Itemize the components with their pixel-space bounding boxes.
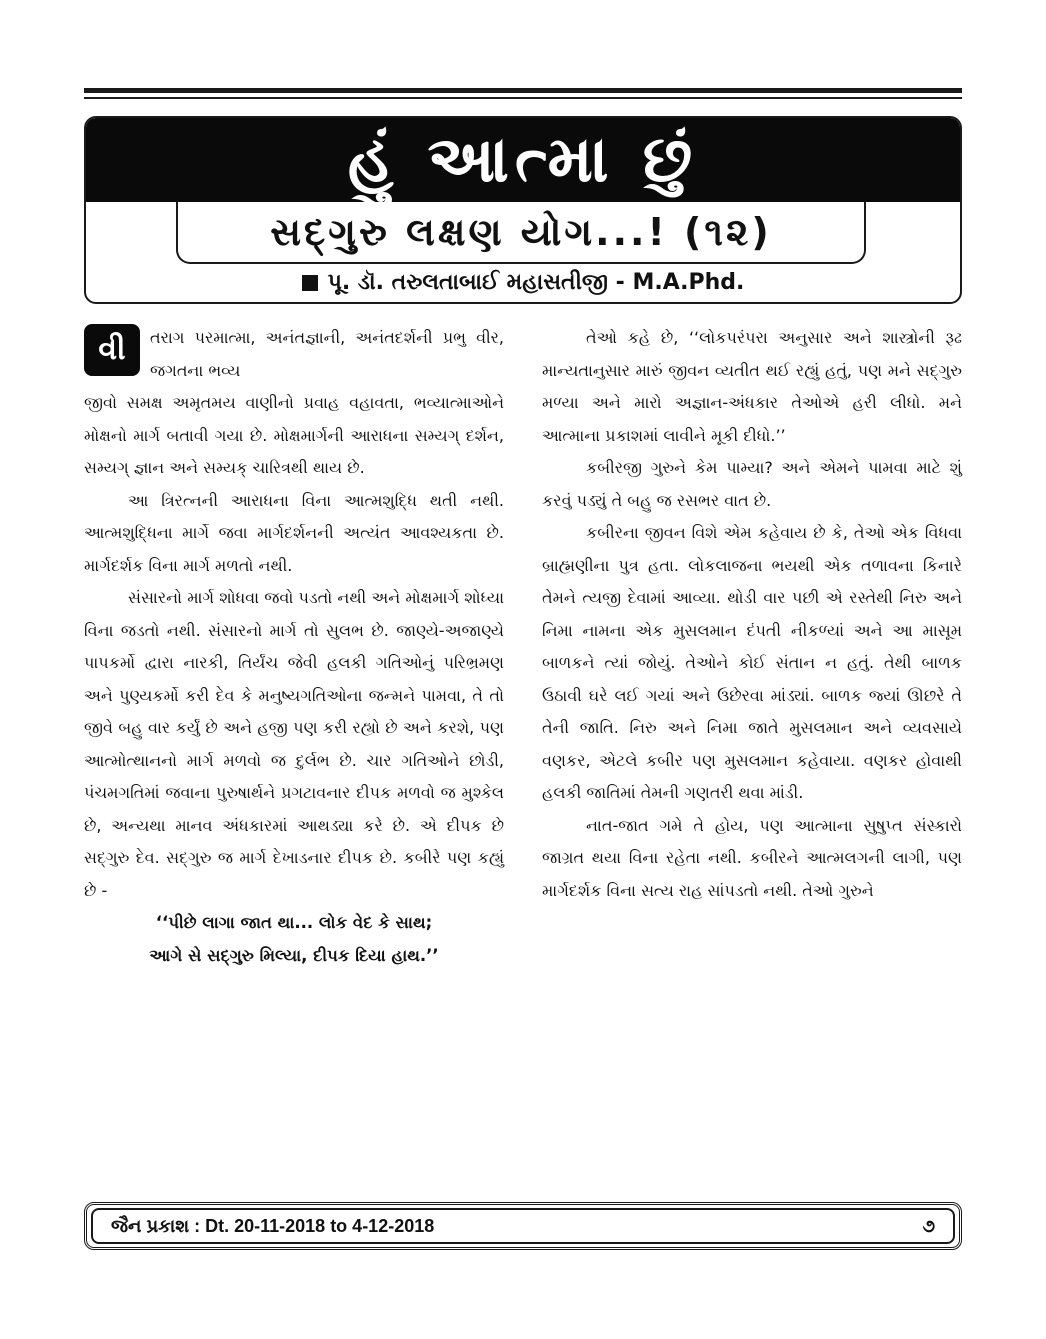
author-name: પૂ. ડૉ. તરુલતાબાઈ મહાસતીજી - M.A.Phd. [327, 270, 745, 295]
square-bullet-icon [302, 275, 318, 291]
author-line [86, 270, 960, 295]
top-rule-thick [84, 88, 962, 93]
page-footer [84, 1202, 962, 1250]
article-title: હું આત્મા છું [347, 123, 699, 197]
left-column [84, 322, 504, 972]
paragraph-6: કબીરના જીવન વિશે એમ કહેવાય છે કે, તેઓ એક વિધવા બ્રાહ્મણીના પુત્ર હતા. લોકલાજના ભયથી એક તળાવના કિનારે તેમને ત્યજી દેવામાં આવ્યા. થોડી વાર પછી એ રસ્તેથી નિરુ અને નિમા નામના એક મુસલમાન દંપતી નીકળ્યાં અને આ માસૂમ બાળકને ત્યાં જોયું. તેઓને કોઈ સંતાન ન હતું. તેથી બાળક ઉઠાવી ઘરે લઈ ગયાં અને ઉછેરવા માંડ્યાં. બાળક જ્યાં ઊછરે તે તેની જાતિ. નિરુ અને નિમા જાતે મુસલમાન અને વ્યવસાયે વણકર, એટલે કબીર પણ મુસલમાન કહેવાયા. વણકર હોવાથી હલકી જાતિમાં તેમની ગણતરી થવા માંડી. [542, 523, 962, 802]
paragraph-1 [84, 322, 504, 387]
page-number: ૭ [922, 1215, 935, 1236]
right-column [542, 322, 962, 907]
paragraph-3: સંસારનો માર્ગ શોધવા જવો પડતો નથી અને મોક્ષમાર્ગ શોધ્યા વિના જડતો નથી. સંસારનો માર્ગ તો સુલભ છે. જાણ્યે-અજાણ્યે પાપકર્મો દ્વારા નારકી, તિર્યંચ જેવી હલકી ગતિઓનું પરિભ્રમણ અને પુણ્યકર્મો કરી દેવ કે મનુષ્યગતિઓના જન્મને પામવા, તે તો જીવે બહુ વાર કર્યું છે અને હજી પણ કરી રહ્યો છે અને કરશે, પણ આત્મોત્થાનનો માર્ગ મળવો જ દુર્લભ છે. ચાર ગતિઓને છોડી, પંચમગતિમાં જવાના પુરુષાર્થને પ્રગટાવનાર દીપક મળવો જ મુશ્કેલ છે, અન્યથા માનવ અંધકારમાં આથડ્યા કરે છે. એ દીપક છે સદ્ગુરુ દેવ. સદ્ગુરુ જ માર્ગ દેખાડનાર દીપક છે. કબીરે પણ કહ્યું છે - [84, 588, 504, 900]
paragraph-2: આ ત્રિરત્નની આરાધના વિના આત્મશુદ્ધિ થતી નથી. આત્મશુદ્ધિના માર્ગે જવા માર્ગદર્શનની અત્યંત આવશ્યકતા છે. માર્ગદર્શક વિના માર્ગ મળતો નથી. [84, 490, 504, 575]
paragraph-7: નાત-જાત ગમે તે હોય, પણ આત્માના સુષુપ્ત સંસ્કારો જાગ્રત થયા વિના રહેતા નથી. કબીરને આત્મલગની લાગી, પણ માર્ગદર્શક વિના સત્ય રાહ સાંપડતો નથી. તેઓ ગુરુને [542, 815, 962, 900]
top-rule-thin [84, 97, 962, 99]
subtitle-box [176, 202, 866, 264]
paragraph-1-first: તરાગ પરમાત્મા, અનંતજ્ઞાની, અનંતદર્શની પ્રભુ વીર, જગતના ભવ્ય [150, 328, 504, 380]
article-header [84, 116, 962, 304]
dropcap: વી [84, 324, 140, 376]
quote-line-2: આગે સે સદ્ગુરુ મિલ્યા, દીપક દિયા હાથ.’’ [149, 945, 439, 965]
paragraph-5: કબીરજી ગુરુને કેમ પામ્યા? અને એમને પામવા માટે શું કરવું પડ્યું તે બહુ જ રસભર વાત છે. [542, 458, 962, 510]
title-band [86, 118, 960, 202]
quote-line-1: ‘‘પીછે લાગા જાત થા... લોક વેદ કે સાથ; [155, 913, 433, 932]
footer-inner [91, 1208, 955, 1244]
paragraph-4: તેઓ કહે છે, ‘‘લોકપરંપરા અનુસાર અને શાસ્ત્રોની રૂઢ માન્યતાનુસાર મારું જીવન વ્યતીત થઈ રહ્યું હતું, પણ મને સદ્ગુરુ મળ્યા અને મારો અજ્ઞાન-અંધકાર તેઓએ હરી લીધો. મને આત્માના પ્રકાશમાં લાવીને મૂકી દીધો.’’ [542, 328, 962, 445]
publication-info: જૈન પ્રકાશ : Dt. 20-11-2018 to 4-12-2018 [111, 1215, 435, 1236]
paragraph-1-rest: જીવો સમક્ષ અમૃતમય વાણીનો પ્રવાહ વહાવતા, ભવ્યાત્માઓને મોક્ષનો માર્ગ બતાવી ગયા છે. મોક્ષમાર્ગની આરાધના સમ્યગ્ દર્શન, સમ્યગ્ જ્ઞાન અને સમ્યક્ ચારિત્રથી થાય છે. [84, 393, 504, 477]
article-subtitle: સદ્ગુરુ લક્ષણ યોગ...! (૧૨) [270, 209, 772, 254]
